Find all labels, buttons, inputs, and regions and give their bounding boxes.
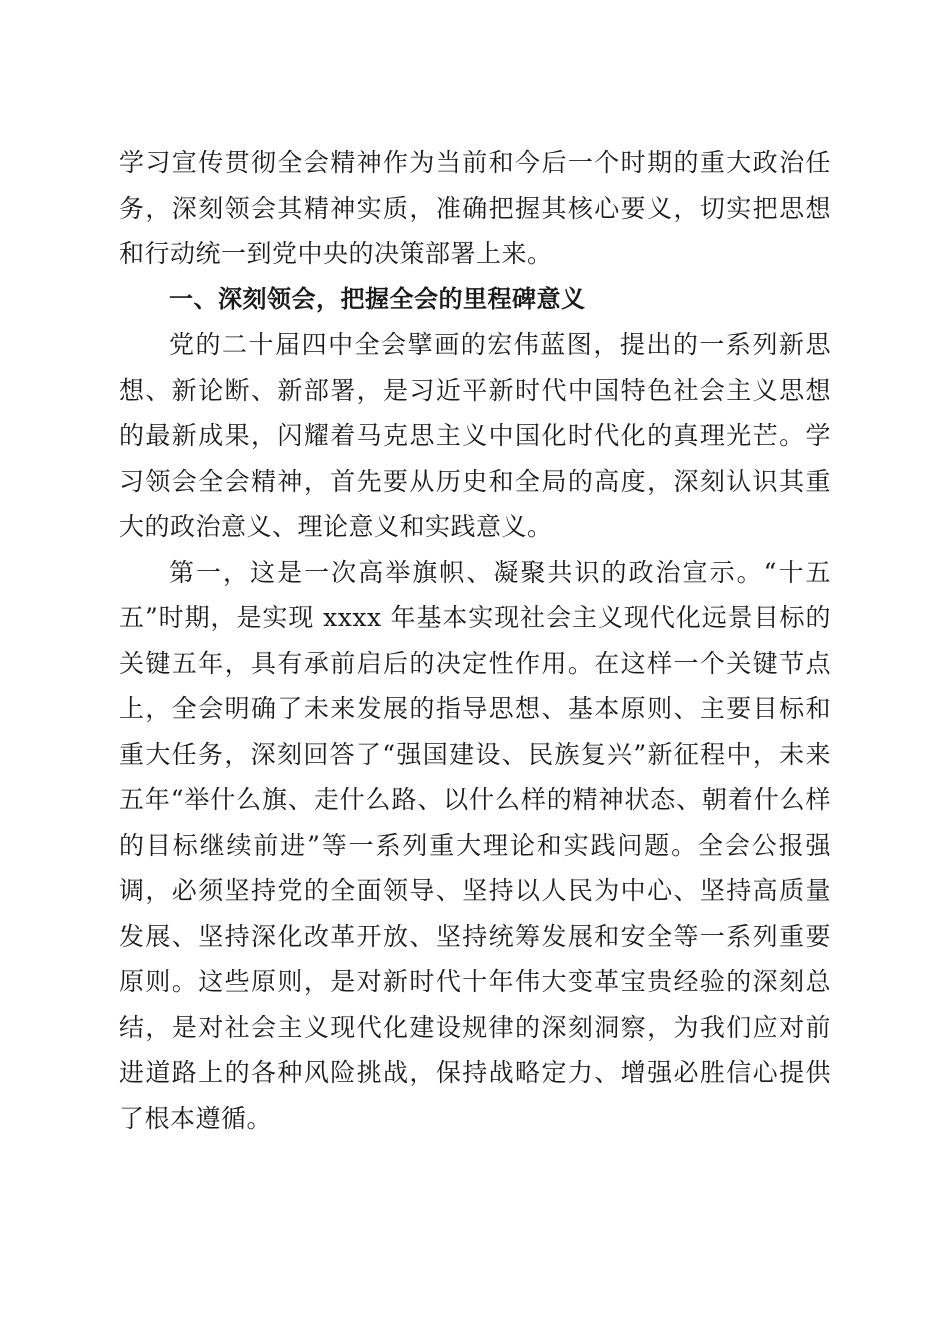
intro-paragraph: 学习宣传贯彻全会精神作为当前和今后一个时期的重大政治任务，深刻领会其精神实质，准确把握其核心要义，切实把思想和行动统一到党中央的决策部署上来。: [119, 148, 831, 268]
body-paragraph-2: 第一，这是一次高举旗帜、凝聚共识的政治宣示。“十五五”时期，是实现 xxxx 年基本实现社会主义现代化远景目标的关键五年，具有承前启后的决定性作用。在这样一个关键节点上，全会明确了未来发展的指导思想、基本原则、主要目标和重大任务，深刻回答了“强国建设、民族复兴”新征程中，未来五年“举什么旗、走什么路、以什么样的精神状态、朝着什么样的目标继续前进”等一系列重大理论和实践问题。全会公报强调，必须坚持党的全面领导、坚持以人民为中心、坚持高质量发展、坚持深化改革开放、坚持统筹发展和安全等一系列重要原则。这些原则，是对新时代十年伟大变革宝贵经验的深刻总结，是对社会主义现代化建设规律的深刻洞察，为我们应对前进道路上的各种风险挑战，保持战略定力、增强必胜信心提供了根本遵循。: [119, 557, 831, 1133]
section-heading: 一、深刻领会，把握全会的里程碑意义: [169, 284, 586, 313]
body-paragraph-1: 党的二十届四中全会擘画的宏伟蓝图，提出的一系列新思想、新论断、新部署，是习近平新时代中国特色社会主义思想的最新成果，闪耀着马克思主义中国化时代化的真理光芒。学习领会全会精神，首先要从历史和全局的高度，深刻认识其重大的政治意义、理论意义和实践意义。: [119, 330, 831, 541]
document-body: [119, 140, 831, 1141]
